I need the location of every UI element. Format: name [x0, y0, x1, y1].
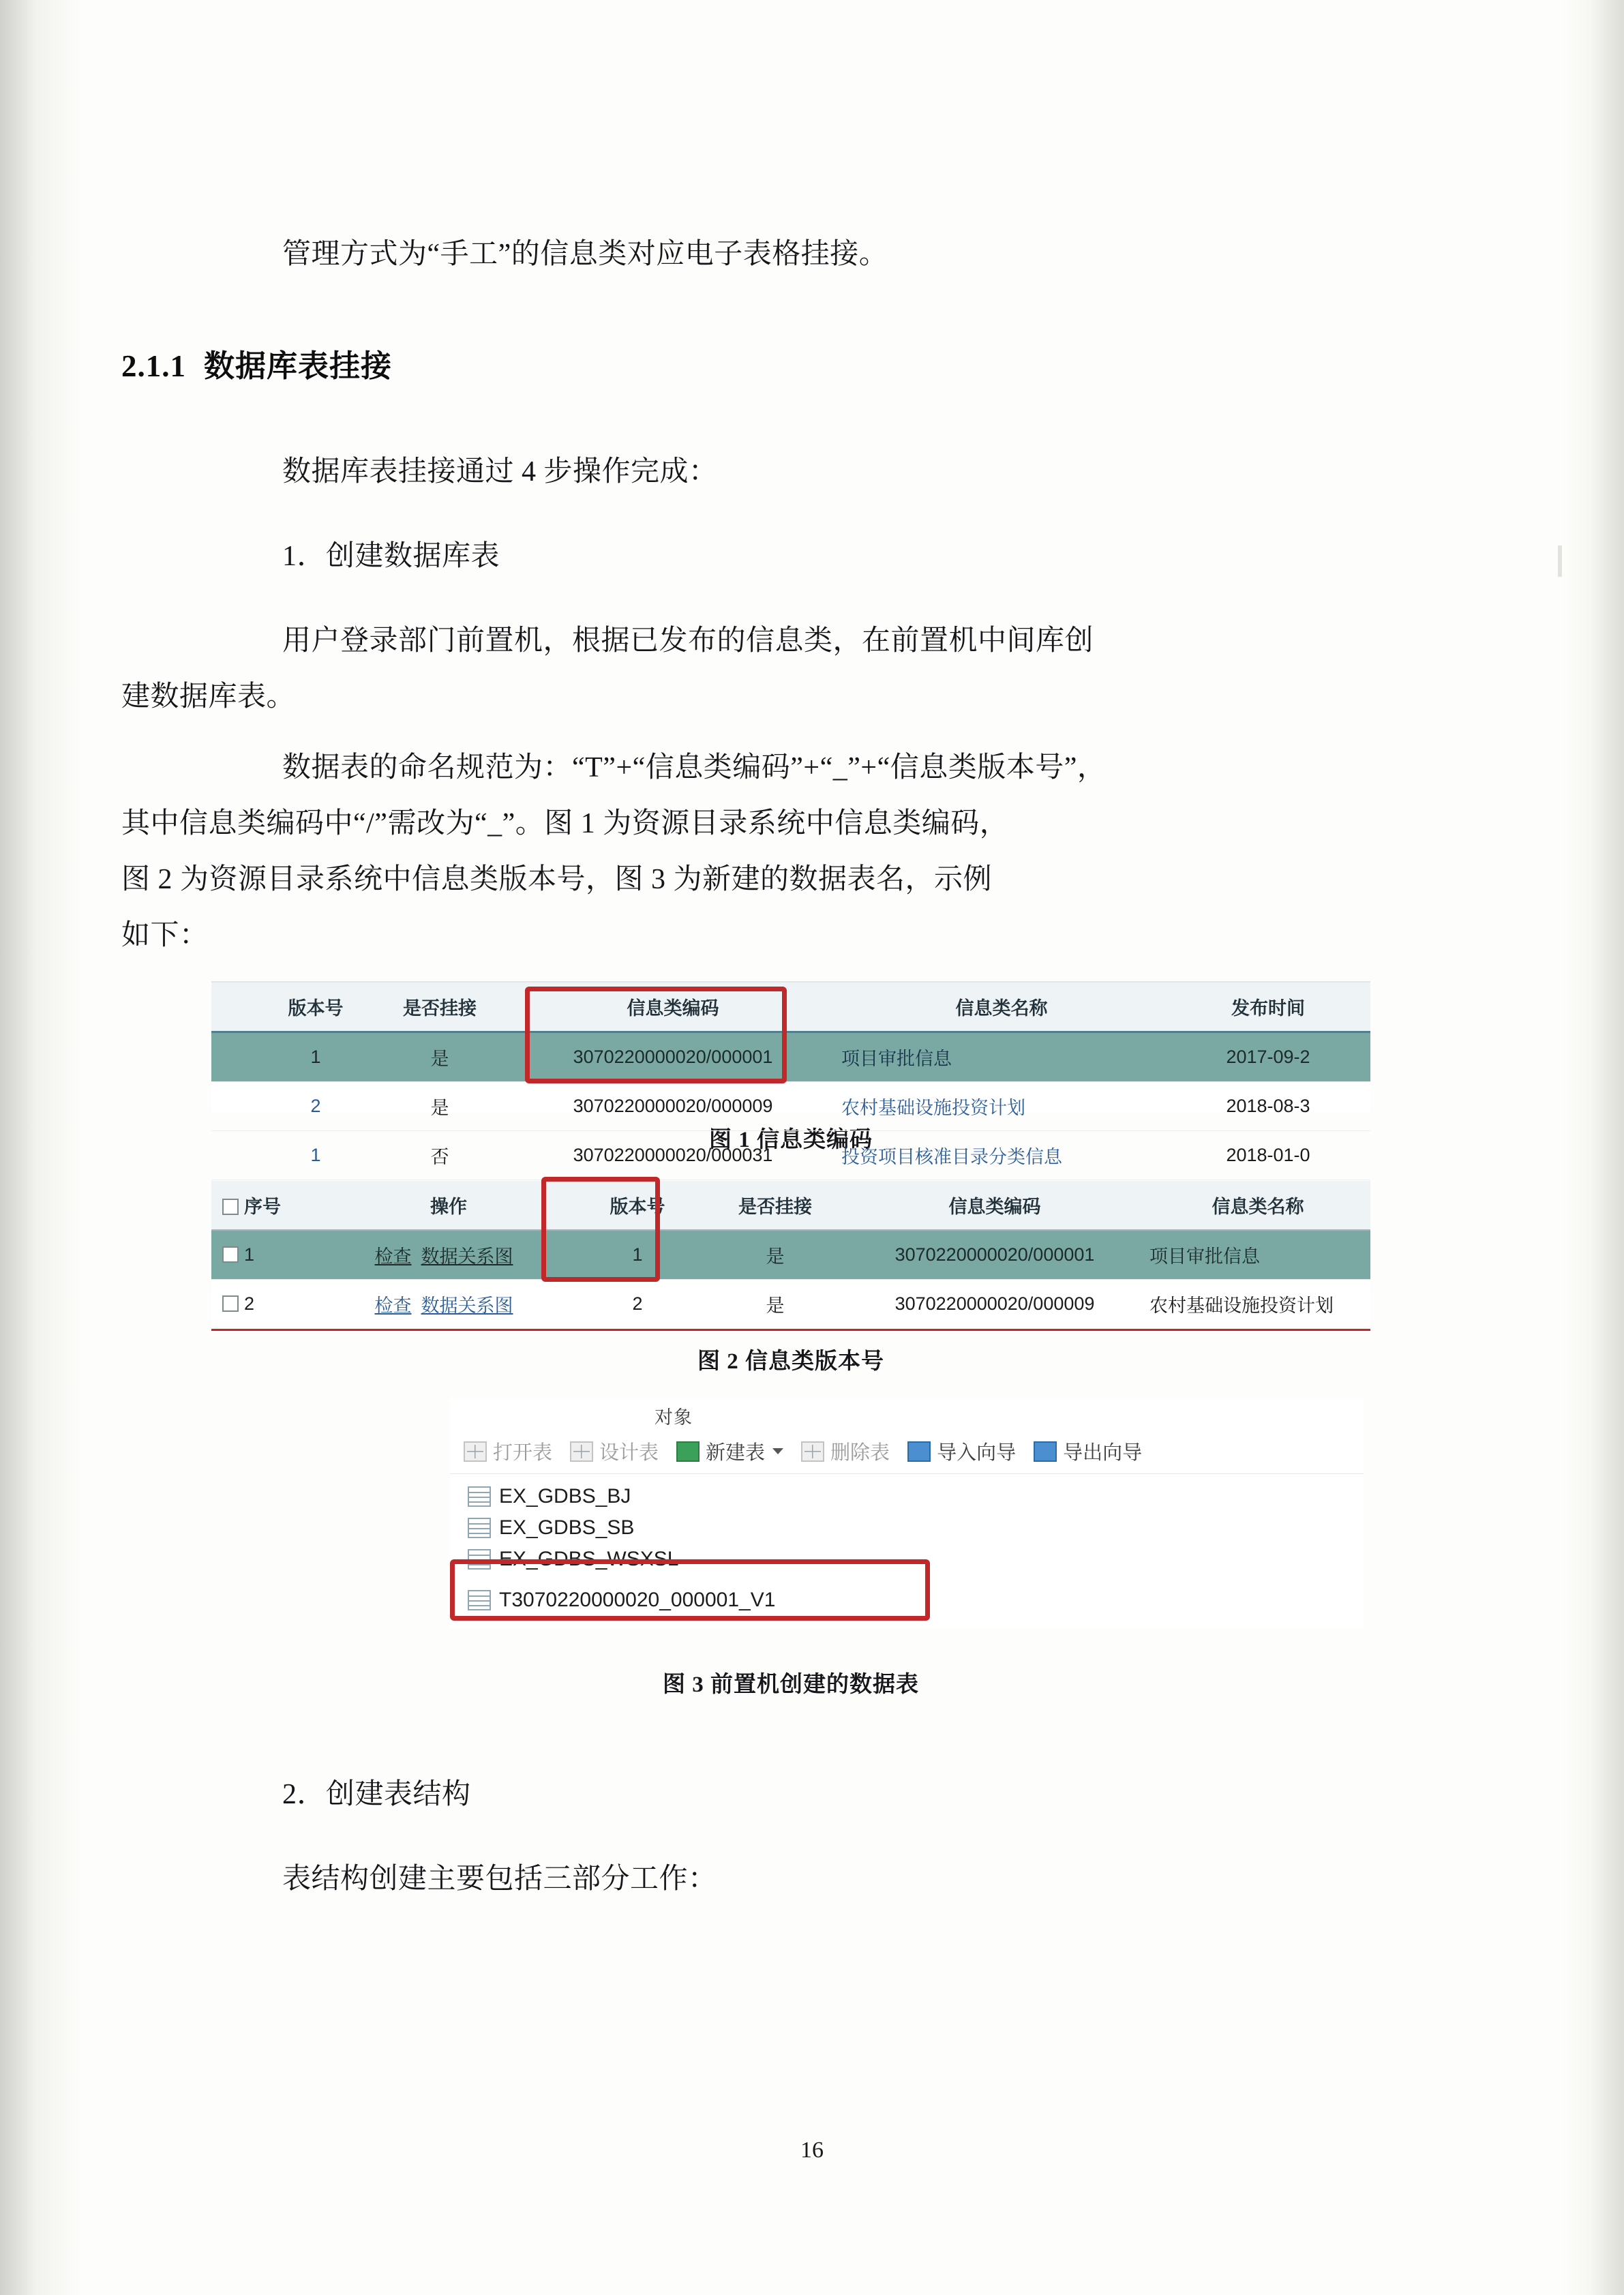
info-class-code-table [211, 982, 1370, 1180]
scan-artifact [1565, 1636, 1569, 1664]
table-row[interactable] [211, 1032, 1370, 1082]
table-icon [468, 1590, 491, 1610]
cell-operations[interactable] [329, 1230, 569, 1280]
cell-code: 3070220000020/000009 [509, 1082, 837, 1131]
cell-code: 3070220000020/000031 [509, 1131, 837, 1180]
cell-index: 1 [211, 1230, 329, 1280]
paragraph-intro: 管理方式为“手工”的信息类对应电子表格挂接。 [282, 239, 888, 270]
import-wizard-icon [907, 1441, 931, 1462]
list-item[interactable]: EX_GDBS_BJ [468, 1481, 1364, 1512]
table-row[interactable] [211, 1131, 1370, 1180]
paragraph-steps: 数据库表挂接通过 4 步操作完成： [282, 456, 718, 487]
list-item[interactable]: EX_GDBS_WSXSL [468, 1544, 1364, 1575]
row-spacer [211, 1032, 260, 1082]
table-row[interactable] [211, 1082, 1370, 1131]
cell-time: 2017-09-2 [1166, 1032, 1370, 1082]
list-item-highlighted[interactable]: T3070220000020_000001_V1 [468, 1582, 1364, 1619]
scan-artifact [1558, 545, 1562, 577]
select-all-checkbox[interactable] [222, 1199, 239, 1215]
table-delete-icon [801, 1441, 824, 1462]
row-checkbox[interactable] [222, 1246, 239, 1263]
cell-code: 3070220000020/000009 [844, 1280, 1145, 1329]
cell-operations[interactable] [329, 1280, 569, 1329]
database-toolbar [450, 1430, 1364, 1474]
col-code: 信息类编码 [844, 1181, 1145, 1230]
col-hooked: 是否挂接 [371, 982, 509, 1032]
table-icon [468, 1518, 491, 1538]
cell-code: 3070220000020/000001 [509, 1032, 837, 1082]
table-design-icon [570, 1441, 593, 1462]
figure-3-caption: 图 3 前置机创建的数据表 [663, 1672, 919, 1697]
figure-2-caption: 图 2 信息类版本号 [697, 1349, 884, 1374]
col-hooked: 是否挂接 [706, 1181, 844, 1230]
toolbar-import-wizard[interactable]: 导入向导 [907, 1437, 1016, 1465]
table-icon [468, 1486, 491, 1507]
cell-name[interactable]: 农村基础设施投资计划 [837, 1082, 1166, 1131]
list-item[interactable]: EX_GDBS_SB [468, 1512, 1364, 1544]
chevron-down-icon[interactable] [772, 1448, 783, 1454]
table-list-clip [468, 1481, 1364, 1582]
table-row[interactable] [211, 1280, 1370, 1329]
cell-version: 1 [569, 1230, 706, 1280]
col-name: 信息类名称 [837, 982, 1166, 1032]
cell-time: 2018-01-0 [1166, 1131, 1370, 1180]
cell-version: 1 [260, 1032, 371, 1082]
cell-hooked: 是 [706, 1230, 844, 1280]
figure-2-image [211, 1181, 1370, 1331]
paragraph-naming-line4: 如下： [121, 920, 209, 951]
cell-index: 2 [211, 1280, 329, 1329]
paragraph-structure: 表结构创建主要包括三部分工作： [282, 1863, 717, 1895]
table-open-icon [464, 1441, 487, 1462]
toolbar-open-table[interactable]: 打开表 [464, 1437, 552, 1465]
col-blank [211, 982, 260, 1032]
page-number: 16 [800, 2138, 824, 2163]
cell-hooked: 是 [371, 1082, 509, 1131]
table-icon [468, 1549, 491, 1570]
col-name: 信息类名称 [1145, 1181, 1370, 1230]
section-number: 2.1.1 [121, 349, 186, 383]
op-relation-diagram-link[interactable]: 数据关系图 [421, 1246, 513, 1267]
cell-name[interactable]: 项目审批信息 [837, 1032, 1166, 1082]
op-check-link[interactable]: 检查 [374, 1295, 412, 1316]
cell-hooked: 是 [371, 1032, 509, 1082]
paragraph-naming-line1: 数据表的命名规范为：“T”+“信息类编码”+“_”+“信息类版本号”， [282, 752, 1107, 783]
cell-time: 2018-08-3 [1166, 1082, 1370, 1131]
table-row[interactable] [211, 1230, 1370, 1280]
toolbar-delete-table[interactable]: 删除表 [801, 1437, 890, 1465]
col-index: 序号 [211, 1181, 329, 1230]
cell-hooked: 是 [706, 1280, 844, 1329]
info-class-version-table [211, 1181, 1370, 1329]
cell-version: 2 [260, 1082, 371, 1131]
row-spacer [211, 1131, 260, 1180]
table-object-list [450, 1474, 1364, 1619]
figure-3-image [450, 1398, 1364, 1628]
row-spacer [211, 1082, 260, 1131]
table-header-row [211, 1181, 1370, 1230]
col-code: 信息类编码 [509, 982, 837, 1032]
paragraph-login-line2: 建数据库表。 [121, 681, 296, 712]
paragraph-login-line1: 用户登录部门前置机，根据已发布的信息类，在前置机中间库创 [282, 625, 1094, 657]
col-version: 版本号 [569, 1181, 706, 1230]
figure-1-caption: 图 1 信息类编码 [709, 1128, 873, 1152]
op-check-link[interactable]: 检查 [374, 1246, 412, 1267]
cell-name[interactable]: 投资项目核准目录分类信息 [837, 1131, 1166, 1180]
cell-hooked: 否 [371, 1131, 509, 1180]
paragraph-naming-line2: 其中信息类编码中“/”需改为“_”。图 1 为资源目录系统中信息类编码， [121, 808, 1009, 839]
table-header-row [211, 982, 1370, 1032]
export-wizard-icon [1034, 1441, 1057, 1462]
paragraph-step-1: 1．创建数据库表 [282, 541, 500, 572]
toolbar-new-table[interactable]: 新建表 [676, 1437, 783, 1465]
cell-version: 1 [260, 1131, 371, 1180]
object-tab-label: 对象 [655, 1407, 693, 1428]
section-title: 数据库表挂接 [204, 349, 393, 383]
col-version: 版本号 [260, 982, 371, 1032]
cell-name: 农村基础设施投资计划 [1145, 1280, 1370, 1329]
paragraph-step-2: 2．创建表结构 [282, 1779, 471, 1810]
col-time: 发布时间 [1166, 982, 1370, 1032]
op-relation-diagram-link[interactable]: 数据关系图 [421, 1295, 513, 1316]
toolbar-design-table[interactable]: 设计表 [570, 1437, 659, 1465]
col-operation: 操作 [329, 1181, 569, 1230]
paragraph-naming-line3: 图 2 为资源目录系统中信息类版本号，图 3 为新建的数据表名，示例 [121, 864, 993, 895]
cell-version: 2 [569, 1280, 706, 1329]
cell-code: 3070220000020/000001 [844, 1230, 1145, 1280]
page-content [121, 0, 1398, 1936]
row-checkbox[interactable] [222, 1295, 239, 1312]
toolbar-export-wizard[interactable]: 导出向导 [1034, 1437, 1142, 1465]
section-heading [121, 341, 1398, 385]
table-new-icon [676, 1441, 700, 1462]
cell-name: 项目审批信息 [1145, 1230, 1370, 1280]
